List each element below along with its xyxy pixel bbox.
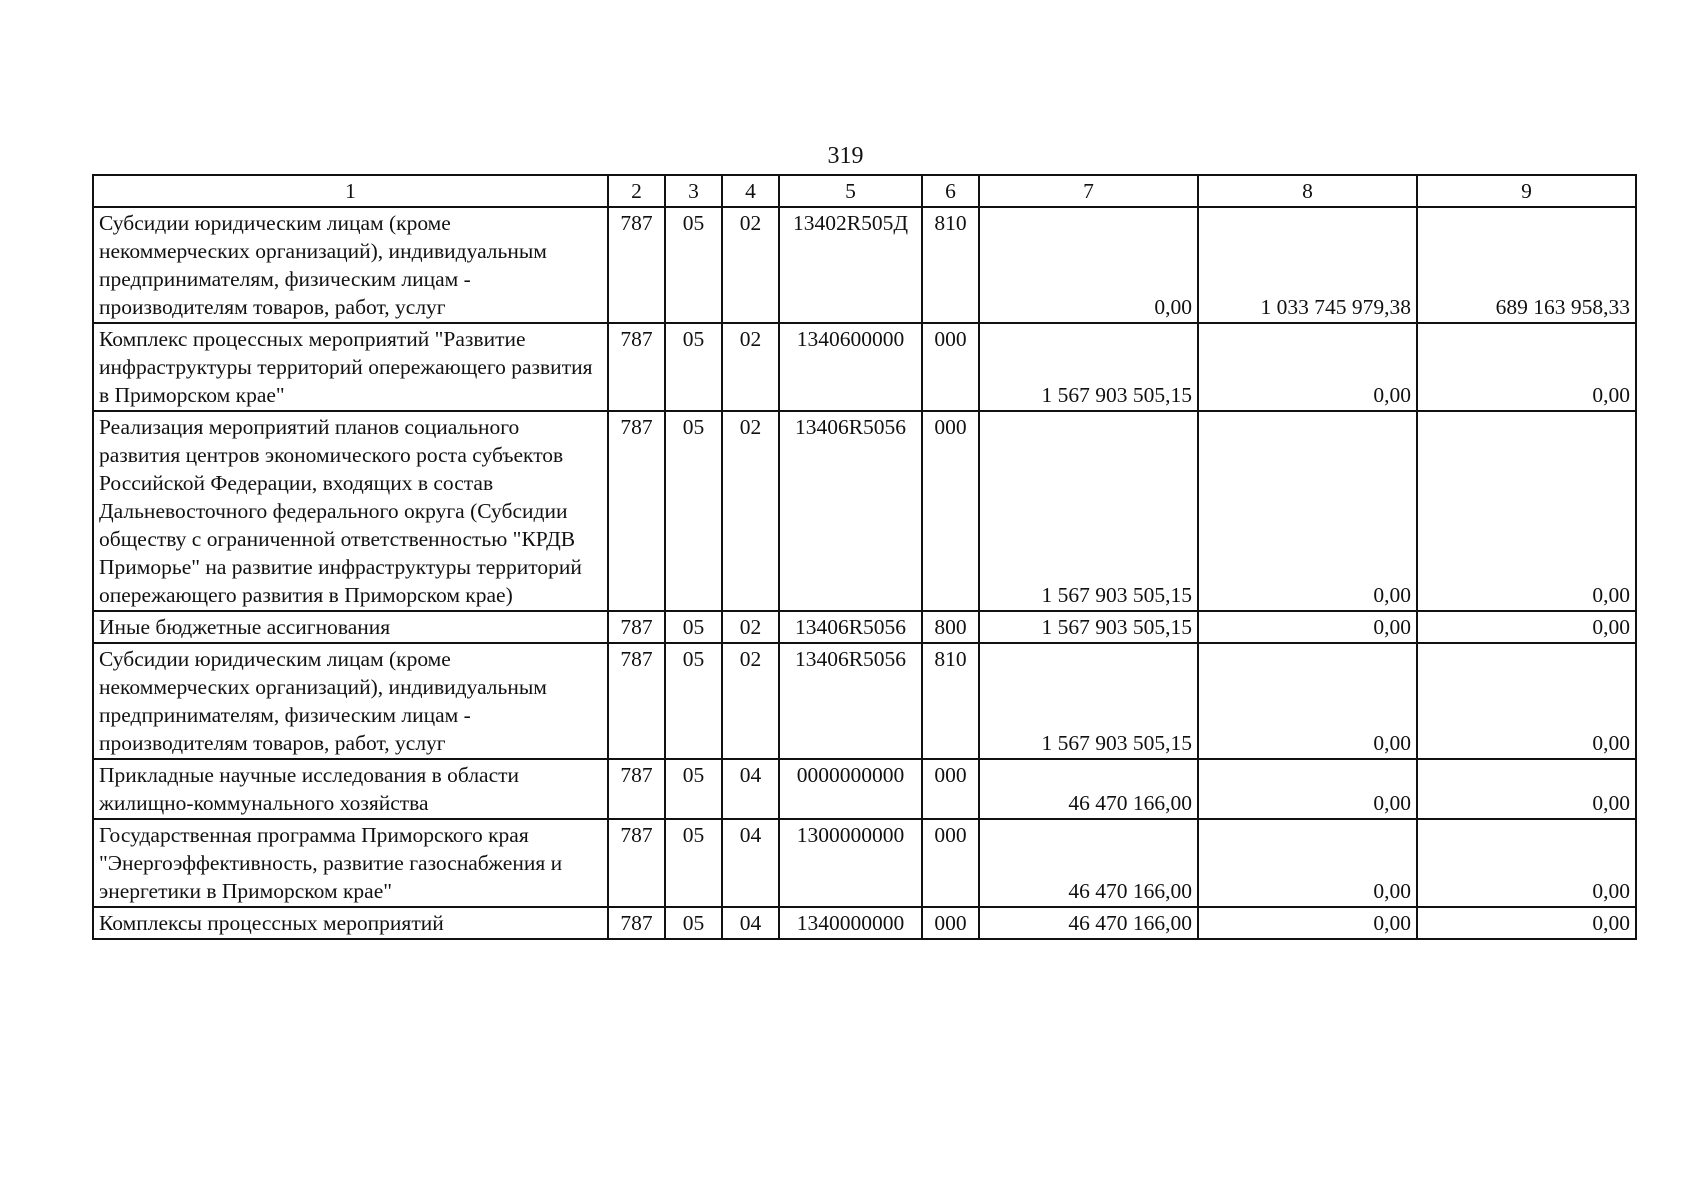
target-article-cell: 1300000000 <box>779 819 922 907</box>
table-row <box>93 611 1636 643</box>
amount-year2-cell: 0,00 <box>1198 323 1417 411</box>
item-name-cell: Иные бюджетные ассигнования <box>93 611 608 643</box>
grbs-code-cell: 787 <box>608 207 665 323</box>
column-header: 3 <box>665 175 722 207</box>
target-article-cell: 0000000000 <box>779 759 922 819</box>
section-code-cell: 05 <box>665 907 722 939</box>
target-article-cell: 13402R505Д <box>779 207 922 323</box>
expense-type-cell: 800 <box>922 611 979 643</box>
amount-year2-cell: 0,00 <box>1198 819 1417 907</box>
item-name-cell: Субсидии юридическим лицам (кроме некоммерческих организаций), индивидуальным предпринимателям, физическим лицам - производителям товаров, работ, услуг <box>93 643 608 759</box>
item-name-cell: Комплекс процессных мероприятий "Развитие инфраструктуры территорий опережающего развития в Приморском крае" <box>93 323 608 411</box>
budget-table <box>92 174 1637 940</box>
amount-year3-cell: 0,00 <box>1417 759 1636 819</box>
amount-year1-cell: 1 567 903 505,15 <box>979 411 1198 611</box>
amount-year1-cell: 46 470 166,00 <box>979 819 1198 907</box>
target-article-cell: 13406R5056 <box>779 411 922 611</box>
table-row <box>93 819 1636 907</box>
expense-type-cell: 810 <box>922 643 979 759</box>
amount-year1-cell: 1 567 903 505,15 <box>979 323 1198 411</box>
column-header: 9 <box>1417 175 1636 207</box>
subsection-code-cell: 02 <box>722 207 779 323</box>
column-header: 7 <box>979 175 1198 207</box>
column-header: 6 <box>922 175 979 207</box>
amount-year1-cell: 46 470 166,00 <box>979 759 1198 819</box>
expense-type-cell: 000 <box>922 907 979 939</box>
expense-type-cell: 000 <box>922 759 979 819</box>
amount-year2-cell: 0,00 <box>1198 411 1417 611</box>
target-article-cell: 1340000000 <box>779 907 922 939</box>
subsection-code-cell: 02 <box>722 411 779 611</box>
amount-year2-cell: 0,00 <box>1198 759 1417 819</box>
column-header: 2 <box>608 175 665 207</box>
item-name-cell: Государственная программа Приморского края "Энергоэффективность, развитие газоснабжения и энергетики в Приморском крае" <box>93 819 608 907</box>
section-code-cell: 05 <box>665 819 722 907</box>
amount-year3-cell: 0,00 <box>1417 323 1636 411</box>
amount-year3-cell: 689 163 958,33 <box>1417 207 1636 323</box>
column-header: 4 <box>722 175 779 207</box>
section-code-cell: 05 <box>665 323 722 411</box>
subsection-code-cell: 04 <box>722 819 779 907</box>
section-code-cell: 05 <box>665 207 722 323</box>
section-code-cell: 05 <box>665 611 722 643</box>
table-row <box>93 907 1636 939</box>
target-article-cell: 13406R5056 <box>779 643 922 759</box>
expense-type-cell: 000 <box>922 323 979 411</box>
grbs-code-cell: 787 <box>608 643 665 759</box>
column-header: 5 <box>779 175 922 207</box>
table-row <box>93 411 1636 611</box>
amount-year3-cell: 0,00 <box>1417 907 1636 939</box>
grbs-code-cell: 787 <box>608 759 665 819</box>
grbs-code-cell: 787 <box>608 611 665 643</box>
column-header: 1 <box>93 175 608 207</box>
page-number: 319 <box>827 143 864 169</box>
table-row <box>93 207 1636 323</box>
grbs-code-cell: 787 <box>608 907 665 939</box>
item-name-cell: Комплексы процессных мероприятий <box>93 907 608 939</box>
expense-type-cell: 000 <box>922 819 979 907</box>
target-article-cell: 1340600000 <box>779 323 922 411</box>
section-code-cell: 05 <box>665 643 722 759</box>
amount-year1-cell: 0,00 <box>979 207 1198 323</box>
amount-year2-cell: 0,00 <box>1198 643 1417 759</box>
section-code-cell: 05 <box>665 411 722 611</box>
amount-year1-cell: 1 567 903 505,15 <box>979 643 1198 759</box>
amount-year1-cell: 1 567 903 505,15 <box>979 611 1198 643</box>
subsection-code-cell: 02 <box>722 323 779 411</box>
target-article-cell: 13406R5056 <box>779 611 922 643</box>
amount-year3-cell: 0,00 <box>1417 611 1636 643</box>
subsection-code-cell: 04 <box>722 759 779 819</box>
table-row <box>93 323 1636 411</box>
subsection-code-cell: 02 <box>722 611 779 643</box>
amount-year1-cell: 46 470 166,00 <box>979 907 1198 939</box>
expense-type-cell: 810 <box>922 207 979 323</box>
amount-year3-cell: 0,00 <box>1417 411 1636 611</box>
grbs-code-cell: 787 <box>608 411 665 611</box>
expense-type-cell: 000 <box>922 411 979 611</box>
table-row <box>93 643 1636 759</box>
grbs-code-cell: 787 <box>608 323 665 411</box>
amount-year3-cell: 0,00 <box>1417 643 1636 759</box>
amount-year3-cell: 0,00 <box>1417 819 1636 907</box>
subsection-code-cell: 04 <box>722 907 779 939</box>
amount-year2-cell: 1 033 745 979,38 <box>1198 207 1417 323</box>
item-name-cell: Реализация мероприятий планов социального развития центров экономического роста субъектов Российской Федерации, входящих в состав Дальневосточного федерального округа (Субсидии обществу с ограниченной ответственностью "КРДВ Приморье" на развитие инфраструктуры территорий опережающего развития в Приморском крае) <box>93 411 608 611</box>
grbs-code-cell: 787 <box>608 819 665 907</box>
column-header: 8 <box>1198 175 1417 207</box>
item-name-cell: Прикладные научные исследования в области жилищно-коммунального хозяйства <box>93 759 608 819</box>
amount-year2-cell: 0,00 <box>1198 907 1417 939</box>
item-name-cell: Субсидии юридическим лицам (кроме некоммерческих организаций), индивидуальным предпринимателям, физическим лицам - производителям товаров, работ, услуг <box>93 207 608 323</box>
section-code-cell: 05 <box>665 759 722 819</box>
table-header-row <box>93 175 1636 207</box>
amount-year2-cell: 0,00 <box>1198 611 1417 643</box>
subsection-code-cell: 02 <box>722 643 779 759</box>
table-row <box>93 759 1636 819</box>
